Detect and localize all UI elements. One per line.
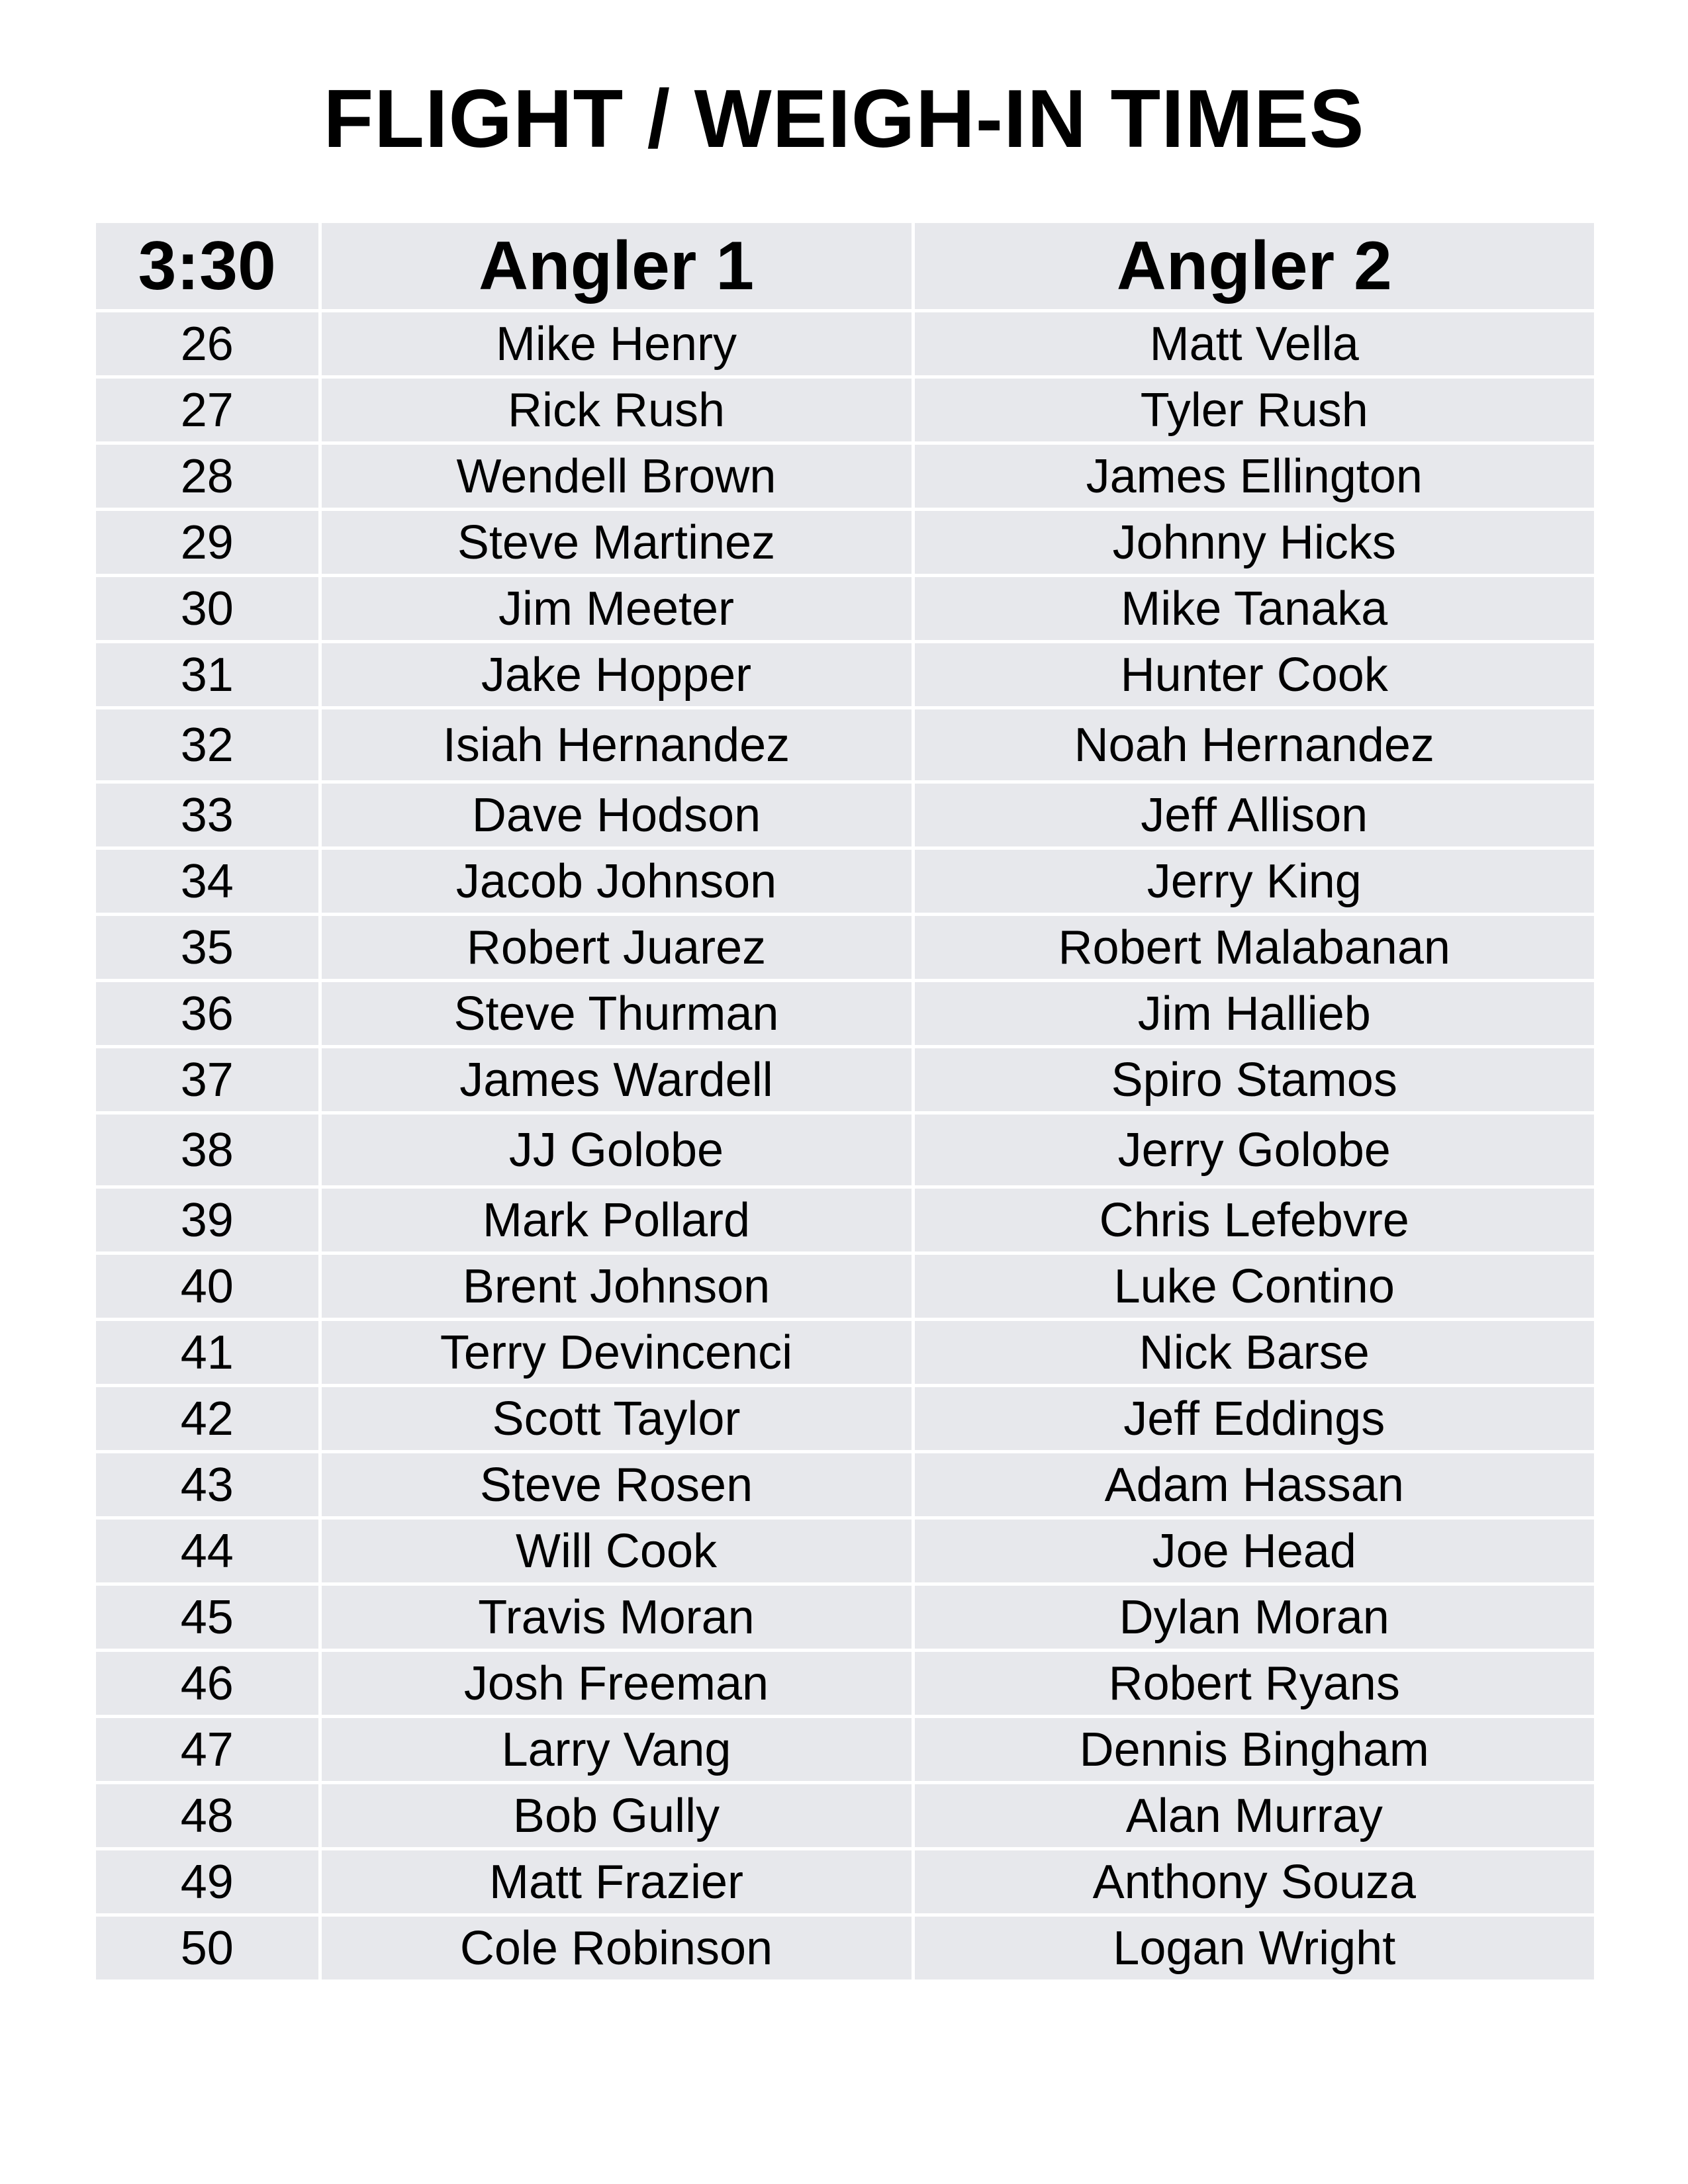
- table-row: [96, 510, 1594, 576]
- angler-2-name: Chris Lefebvre: [913, 1187, 1594, 1253]
- boat-number: 49: [96, 1849, 320, 1915]
- boat-number: 37: [96, 1047, 320, 1113]
- table-row: [96, 1584, 1594, 1651]
- table-row: [96, 915, 1594, 981]
- table-row: [96, 1915, 1594, 1980]
- table-row: [96, 1187, 1594, 1253]
- boat-number: 31: [96, 642, 320, 708]
- boat-number: 35: [96, 915, 320, 981]
- angler-1-name: Cole Robinson: [320, 1915, 913, 1980]
- boat-number: 47: [96, 1717, 320, 1783]
- boat-number: 32: [96, 708, 320, 782]
- table-row: [96, 1849, 1594, 1915]
- table-row: [96, 708, 1594, 782]
- table-header-row: [96, 223, 1594, 311]
- angler-2-name: Dylan Moran: [913, 1584, 1594, 1651]
- header-time: 3:30: [96, 223, 320, 311]
- angler-2-name: Jerry Golobe: [913, 1113, 1594, 1187]
- angler-2-name: Jim Hallieb: [913, 981, 1594, 1047]
- angler-2-name: Dennis Bingham: [913, 1717, 1594, 1783]
- table-row: [96, 782, 1594, 848]
- boat-number: 45: [96, 1584, 320, 1651]
- page-title: FLIGHT / WEIGH-IN TIMES: [323, 73, 1365, 165]
- angler-1-name: Scott Taylor: [320, 1386, 913, 1452]
- boat-number: 42: [96, 1386, 320, 1452]
- angler-1-name: Robert Juarez: [320, 915, 913, 981]
- table-row: [96, 1253, 1594, 1320]
- angler-2-name: Hunter Cook: [913, 642, 1594, 708]
- angler-1-name: Rick Rush: [320, 377, 913, 443]
- angler-2-name: Joe Head: [913, 1518, 1594, 1584]
- angler-2-name: Johnny Hicks: [913, 510, 1594, 576]
- boat-number: 34: [96, 848, 320, 915]
- table-row: [96, 311, 1594, 377]
- angler-2-name: Matt Vella: [913, 311, 1594, 377]
- angler-1-name: Will Cook: [320, 1518, 913, 1584]
- header-angler-2: Angler 2: [913, 223, 1594, 311]
- table-row: [96, 1717, 1594, 1783]
- boat-number: 46: [96, 1651, 320, 1717]
- table-row: [96, 981, 1594, 1047]
- angler-1-name: Steve Martinez: [320, 510, 913, 576]
- angler-2-name: Jeff Allison: [913, 782, 1594, 848]
- boat-number: 44: [96, 1518, 320, 1584]
- angler-1-name: Steve Rosen: [320, 1452, 913, 1518]
- angler-1-name: Brent Johnson: [320, 1253, 913, 1320]
- angler-2-name: Tyler Rush: [913, 377, 1594, 443]
- boat-number: 29: [96, 510, 320, 576]
- angler-2-name: Alan Murray: [913, 1783, 1594, 1849]
- angler-1-name: Terry Devincenci: [320, 1320, 913, 1386]
- boat-number: 50: [96, 1915, 320, 1980]
- boat-number: 40: [96, 1253, 320, 1320]
- boat-number: 27: [96, 377, 320, 443]
- boat-number: 26: [96, 311, 320, 377]
- angler-2-name: Mike Tanaka: [913, 576, 1594, 642]
- angler-1-name: Wendell Brown: [320, 443, 913, 510]
- boat-number: 28: [96, 443, 320, 510]
- angler-2-name: Noah Hernandez: [913, 708, 1594, 782]
- angler-1-name: Travis Moran: [320, 1584, 913, 1651]
- table-row: [96, 1783, 1594, 1849]
- table-row: [96, 443, 1594, 510]
- angler-1-name: JJ Golobe: [320, 1113, 913, 1187]
- table-row: [96, 1651, 1594, 1717]
- angler-2-name: James Ellington: [913, 443, 1594, 510]
- table-row: [96, 848, 1594, 915]
- angler-1-name: Mike Henry: [320, 311, 913, 377]
- table-row: [96, 1047, 1594, 1113]
- angler-1-name: Matt Frazier: [320, 1849, 913, 1915]
- angler-1-name: Larry Vang: [320, 1717, 913, 1783]
- table-row: [96, 1518, 1594, 1584]
- table-row: [96, 1113, 1594, 1187]
- angler-1-name: Jim Meeter: [320, 576, 913, 642]
- angler-1-name: James Wardell: [320, 1047, 913, 1113]
- angler-1-name: Dave Hodson: [320, 782, 913, 848]
- angler-1-name: Bob Gully: [320, 1783, 913, 1849]
- boat-number: 43: [96, 1452, 320, 1518]
- table-row: [96, 576, 1594, 642]
- angler-1-name: Isiah Hernandez: [320, 708, 913, 782]
- table-row: [96, 1320, 1594, 1386]
- boat-number: 41: [96, 1320, 320, 1386]
- angler-2-name: Robert Ryans: [913, 1651, 1594, 1717]
- angler-1-name: Mark Pollard: [320, 1187, 913, 1253]
- angler-2-name: Spiro Stamos: [913, 1047, 1594, 1113]
- boat-number: 36: [96, 981, 320, 1047]
- angler-1-name: Jacob Johnson: [320, 848, 913, 915]
- angler-2-name: Anthony Souza: [913, 1849, 1594, 1915]
- boat-number: 38: [96, 1113, 320, 1187]
- angler-2-name: Luke Contino: [913, 1253, 1594, 1320]
- flight-schedule-table: [96, 223, 1594, 1979]
- table-row: [96, 1386, 1594, 1452]
- angler-1-name: Jake Hopper: [320, 642, 913, 708]
- boat-number: 30: [96, 576, 320, 642]
- boat-number: 33: [96, 782, 320, 848]
- angler-1-name: Josh Freeman: [320, 1651, 913, 1717]
- boat-number: 48: [96, 1783, 320, 1849]
- table-row: [96, 377, 1594, 443]
- header-angler-1: Angler 1: [320, 223, 913, 311]
- table-row: [96, 642, 1594, 708]
- boat-number: 39: [96, 1187, 320, 1253]
- angler-1-name: Steve Thurman: [320, 981, 913, 1047]
- angler-2-name: Robert Malabanan: [913, 915, 1594, 981]
- angler-2-name: Nick Barse: [913, 1320, 1594, 1386]
- angler-2-name: Logan Wright: [913, 1915, 1594, 1980]
- angler-2-name: Jerry King: [913, 848, 1594, 915]
- angler-2-name: Jeff Eddings: [913, 1386, 1594, 1452]
- table-row: [96, 1452, 1594, 1518]
- angler-2-name: Adam Hassan: [913, 1452, 1594, 1518]
